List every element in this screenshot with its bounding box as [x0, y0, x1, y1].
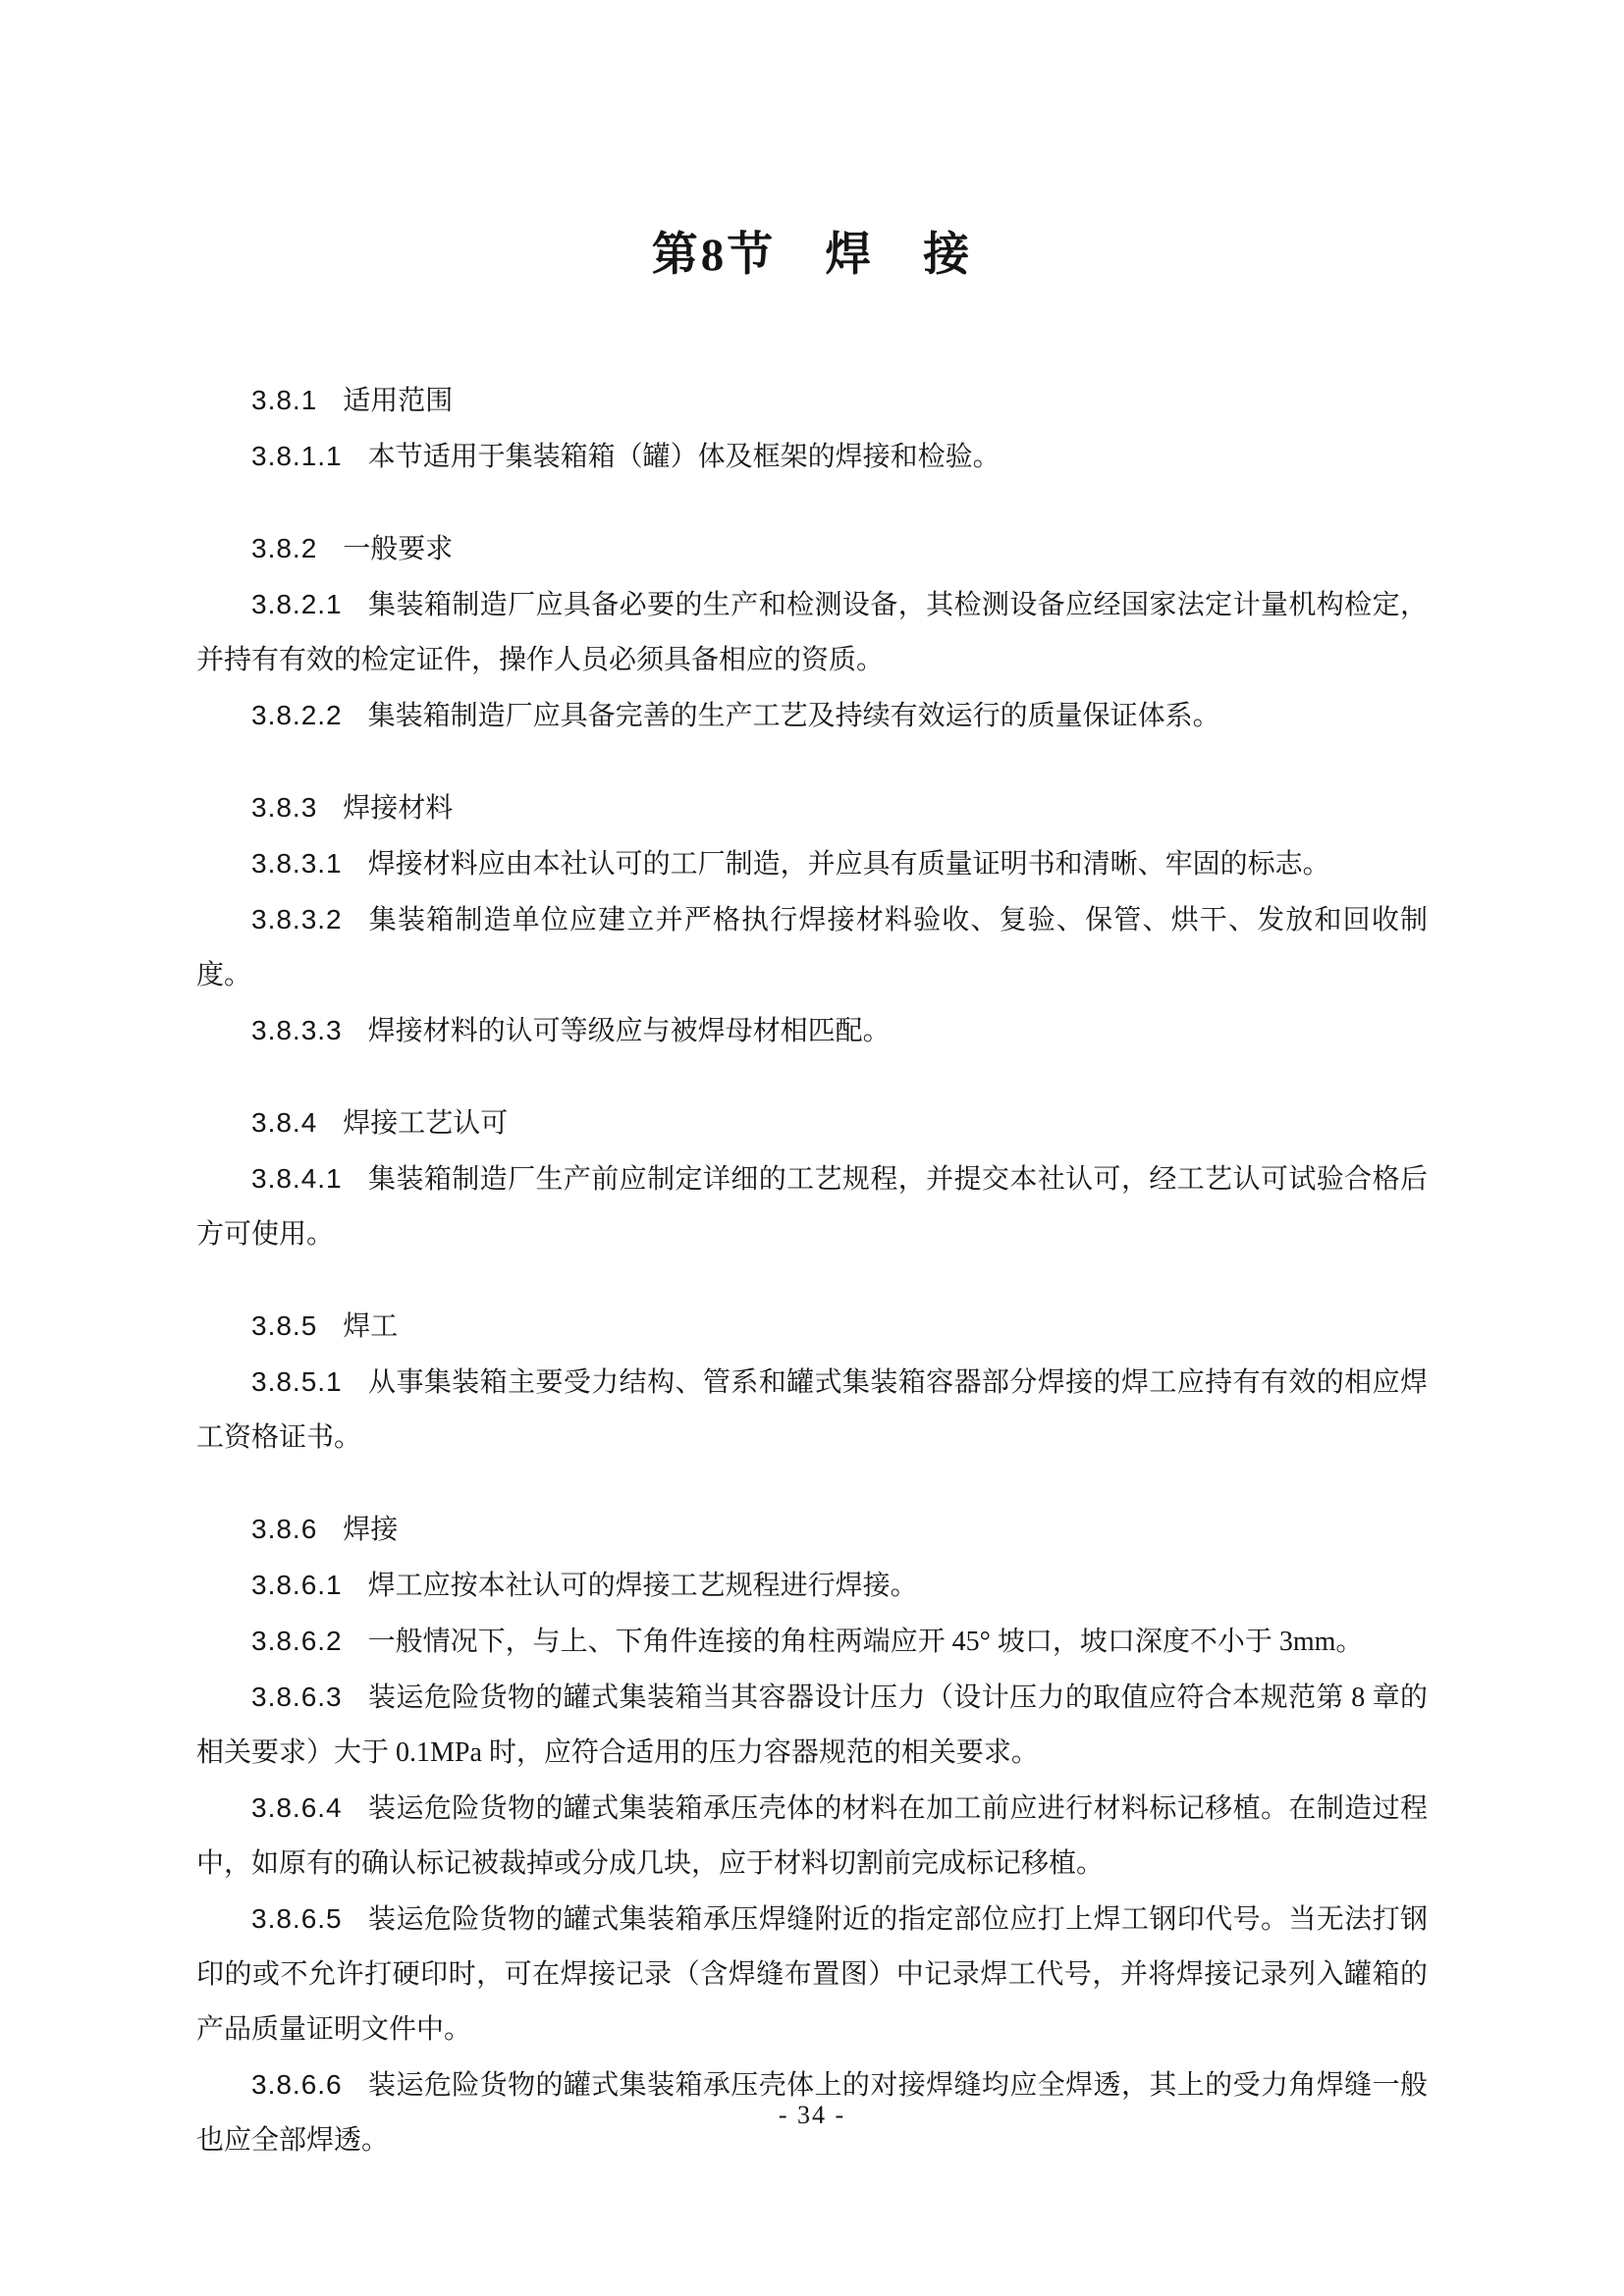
clause-text: 装运危险货物的罐式集装箱承压焊缝附近的指定部位应打上焊工钢印代号。当无法打钢印的或不允许打硬印时，可在焊接记录（含焊缝布置图）中记录焊工代号，并将焊接记录列入罐箱的产品质量证明文件中。	[196, 1904, 1428, 2045]
section-heading	[196, 373, 1428, 429]
clause	[196, 1355, 1428, 1466]
clause	[196, 688, 1428, 744]
clause-number: 3.8.6.4	[251, 1792, 343, 1823]
clause	[196, 1781, 1428, 1892]
clause-text: 一般情况下，与上、下角件连接的角柱两端应开 45° 坡口，坡口深度不小于 3mm。	[367, 1627, 1364, 1657]
section-3-8-1	[196, 373, 1428, 485]
section-heading	[196, 1095, 1428, 1151]
clause-text: 焊工应按本社认可的焊接工艺规程进行焊接。	[367, 1571, 918, 1601]
section-heading-number: 3.8.1	[251, 385, 318, 415]
section-heading-number: 3.8.2	[251, 533, 318, 563]
section-3-8-5	[196, 1299, 1428, 1466]
section-heading-number: 3.8.4	[251, 1107, 318, 1138]
clause	[196, 429, 1428, 485]
clause-text: 集装箱制造厂生产前应制定详细的工艺规程，并提交本社认可，经工艺认可试验合格后方可使用。	[196, 1164, 1428, 1250]
clause-number: 3.8.3.2	[251, 904, 343, 934]
clause-text: 集装箱制造单位应建立并严格执行焊接材料验收、复验、保管、烘干、发放和回收制度。	[196, 905, 1428, 990]
clause	[196, 1003, 1428, 1059]
section-3-8-4	[196, 1095, 1428, 1262]
clause-text: 从事集装箱主要受力结构、管系和罐式集装箱容器部分焊接的焊工应持有有效的相应焊工资格证书。	[196, 1367, 1428, 1453]
section-heading-title: 一般要求	[343, 534, 454, 564]
section-heading	[196, 1299, 1428, 1355]
section-heading	[196, 780, 1428, 836]
clause-text: 本节适用于集装箱箱（罐）体及框架的焊接和检验。	[367, 442, 1001, 472]
clause-number: 3.8.6.6	[251, 2069, 343, 2100]
clause-text: 集装箱制造厂应具备完善的生产工艺及持续有效运行的质量保证体系。	[367, 701, 1220, 731]
clause-text: 装运危险货物的罐式集装箱承压壳体的材料在加工前应进行材料标记移植。在制造过程中，如原有的确认标记被裁掉或分成几块，应于材料切割前完成标记移植。	[196, 1793, 1428, 1879]
clause-number: 3.8.5.1	[251, 1366, 343, 1397]
clause-text: 焊接材料应由本社认可的工厂制造，并应具有质量证明书和清晰、牢固的标志。	[367, 849, 1330, 880]
clause	[196, 892, 1428, 1003]
clause-number: 3.8.6.2	[251, 1626, 343, 1656]
page-number: - 34 -	[778, 2101, 846, 2129]
clause	[196, 836, 1428, 892]
clause-number: 3.8.6.5	[251, 1903, 343, 1934]
clause	[196, 577, 1428, 688]
clause-number: 3.8.2.1	[251, 589, 343, 619]
clause	[196, 1614, 1428, 1670]
clause-number: 3.8.1.1	[251, 441, 343, 471]
section-heading-title: 焊接材料	[343, 793, 454, 824]
clause-number: 3.8.6.1	[251, 1570, 343, 1600]
section-heading	[196, 521, 1428, 577]
clause-text: 焊接材料的认可等级应与被焊母材相匹配。	[367, 1016, 891, 1046]
section-heading-title: 焊接工艺认可	[343, 1108, 509, 1139]
section-heading-number: 3.8.6	[251, 1514, 318, 1544]
clause-text: 集装箱制造厂应具备必要的生产和检测设备，其检测设备应经国家法定计量机构检定，并持有有效的检定证件，操作人员必须具备相应的资质。	[196, 590, 1428, 675]
clause-number: 3.8.3.3	[251, 1015, 343, 1045]
clause	[196, 1151, 1428, 1262]
clause-text: 装运危险货物的罐式集装箱承压壳体上的对接焊缝均应全焊透，其上的受力角焊缝一般也应全部焊透。	[196, 2070, 1428, 2156]
section-heading-title: 焊工	[343, 1311, 399, 1342]
section-3-8-2	[196, 521, 1428, 744]
section-heading-number: 3.8.5	[251, 1310, 318, 1341]
clause	[196, 1558, 1428, 1614]
section-heading-number: 3.8.3	[251, 792, 318, 823]
clause-number: 3.8.2.2	[251, 700, 343, 730]
clause-number: 3.8.3.1	[251, 848, 343, 879]
document-title: 第8节 焊 接	[651, 230, 973, 281]
clause	[196, 1670, 1428, 1781]
clause-text: 装运危险货物的罐式集装箱当其容器设计压力（设计压力的取值应符合本规范第 8 章的相关要求）大于 0.1MPa 时，应符合适用的压力容器规范的相关要求。	[196, 1682, 1428, 1768]
clause-number: 3.8.4.1	[251, 1163, 343, 1194]
section-heading	[196, 1502, 1428, 1558]
section-heading-title: 适用范围	[343, 386, 454, 416]
section-3-8-3	[196, 780, 1428, 1059]
clause	[196, 1892, 1428, 2057]
section-3-8-6	[196, 1502, 1428, 2168]
section-heading-title: 焊接	[343, 1515, 399, 1545]
clause-number: 3.8.6.3	[251, 1682, 343, 1712]
